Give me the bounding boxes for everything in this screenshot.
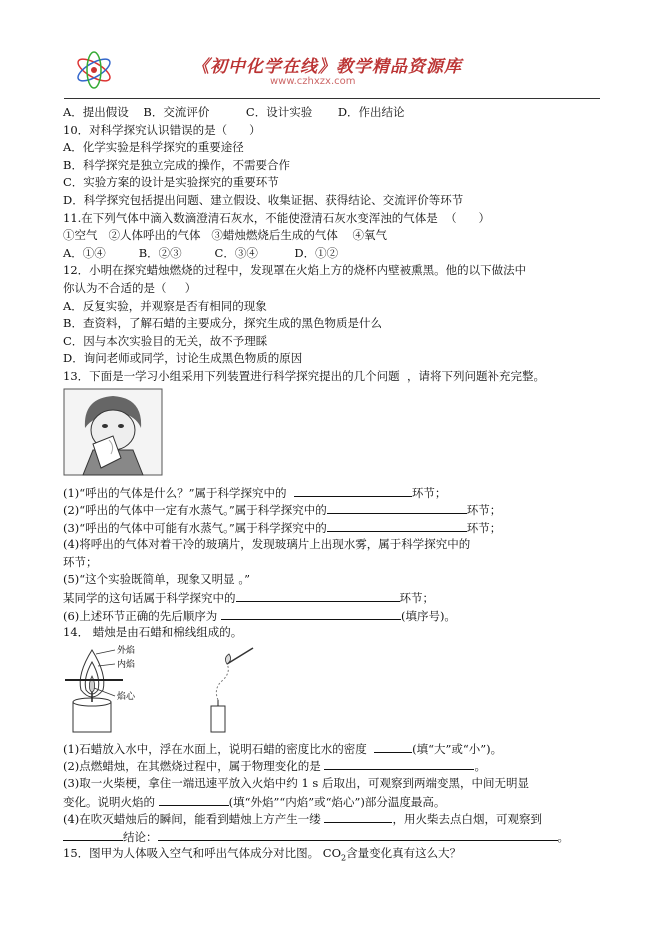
q11-options: A．①④ B．②③ C．③④ D．①②	[63, 245, 339, 260]
q11-stem: 11.在下列气体中滴入数滴澄清石灰水，不能使澄清石灰水变浑浊的气体是 （ ）	[63, 210, 491, 225]
q10-option: B．科学探究是独立完成的操作，不需要合作	[63, 157, 290, 172]
molecule-logo-icon	[72, 48, 116, 92]
q10-option: C．实验方案的设计是实验探究的重要环节	[63, 175, 279, 190]
label-outer-flame: 外焰	[117, 645, 136, 656]
q13-part-1: (1)“呼出的气体是什么？”属于科学探究中的 环节；	[63, 485, 447, 500]
page-header	[64, 46, 600, 99]
q14-stem: 14． 蜡烛是由石蜡和棉线组成的。	[63, 625, 243, 640]
q13-part-5-cont: 某同学的这句话属于科学探究中的 环节；	[63, 591, 434, 606]
label-flame-core: 焰心	[117, 691, 136, 702]
candle-flame-diagram-icon	[63, 644, 263, 734]
q13-part-5: (5)“这个实验既简单，现象又明显 。”	[63, 572, 250, 587]
q13-stem: 13．下面是一学习小组采用下列装置进行科学探究提出的几个问题 ，请将下列问题补充完整。	[63, 368, 545, 383]
q12-option: D．询问老师或同学，讨论生成黑色物质的原因	[63, 351, 303, 366]
q12-option: C．因与本次实验目的无关，故不予理睬	[63, 333, 268, 348]
q14-part-4: (4)在吹灭蜡烛后的瞬间，能看到蜡烛上方产生一缕 ，用火柴去点白烟，可观察到	[63, 812, 542, 827]
q14-part-1: (1)石蜡放入水中，浮在水面上，说明石蜡的密度比水的密度 (填“大”或“小”)。	[63, 741, 503, 756]
document-body	[63, 104, 608, 863]
q14-part-3-cont: 变化。说明火焰的 (填“外焰”“内焰”或“焰心”)部分温度最高。	[63, 794, 446, 809]
girl-breathing-on-glass-icon	[63, 388, 163, 476]
q12-option: A．反复实验，并观察是否有相同的现象	[63, 298, 267, 313]
q12-option: B．查资料，了解石蜡的主要成分，探究生成的黑色物质是什么	[63, 316, 382, 331]
q10-option: D．科学探究包括提出问题、建立假设、收集证据、获得结论、交流评价等环节	[63, 192, 464, 207]
header-url: www.czhxzx.com	[270, 76, 356, 87]
q14-part-2: (2)点燃蜡烛，在其燃烧过程中，属于物理变化的是 。	[63, 759, 486, 774]
q14-part-3: (3)取一火柴梗，拿住一端迅速平放入火焰中约 1 s 后取出，可观察到两端变黑，中间无明显	[63, 776, 529, 791]
q13-part-3: (3)“呼出的气体中可能有水蒸气。”属于科学探究中的 环节；	[63, 520, 502, 535]
q14-part-4-cont: 结论： 。	[63, 828, 608, 846]
q13-part-2: (2)“呼出的气体中一定有水蒸气。”属于科学探究中的 环节；	[63, 503, 502, 518]
q13-part-4: (4)将呼出的气体对着干冷的玻璃片，发现玻璃片上出现水雾，属于科学探究中的	[63, 537, 471, 552]
q12-stem: 你认为不合适的是（ ）	[63, 280, 197, 295]
q9-options: A．提出假设 B．交流评价 C．设计实验 D．作出结论	[63, 105, 405, 119]
q11-items: ①空气 ②人体呼出的气体 ③蜡烛燃烧后生成的气体 ④氧气	[63, 228, 388, 243]
q10-stem: 10．对科学探究认识错误的是（ ）	[63, 122, 261, 137]
label-inner-flame: 内焰	[117, 659, 136, 670]
q15-stem: 15．图甲为人体吸入空气和呼出气体成分对比图。 $CO_2$含量变化真有这么大？	[63, 846, 462, 863]
q13-part-6: (6)上述环节正确的先后顺序为 (填序号)。	[63, 608, 456, 623]
q10-option: A．化学实验是科学探究的重要途径	[63, 140, 244, 155]
q12-stem: 12．小明在探究蜡烛燃烧的过程中，发现罩在火焰上方的烧杯内壁被熏黑。他的以下做法中	[63, 263, 527, 278]
header-title: 《初中化学在线》教学精品资源库	[192, 57, 462, 77]
q13-part-4-cont: 环节；	[63, 554, 98, 569]
